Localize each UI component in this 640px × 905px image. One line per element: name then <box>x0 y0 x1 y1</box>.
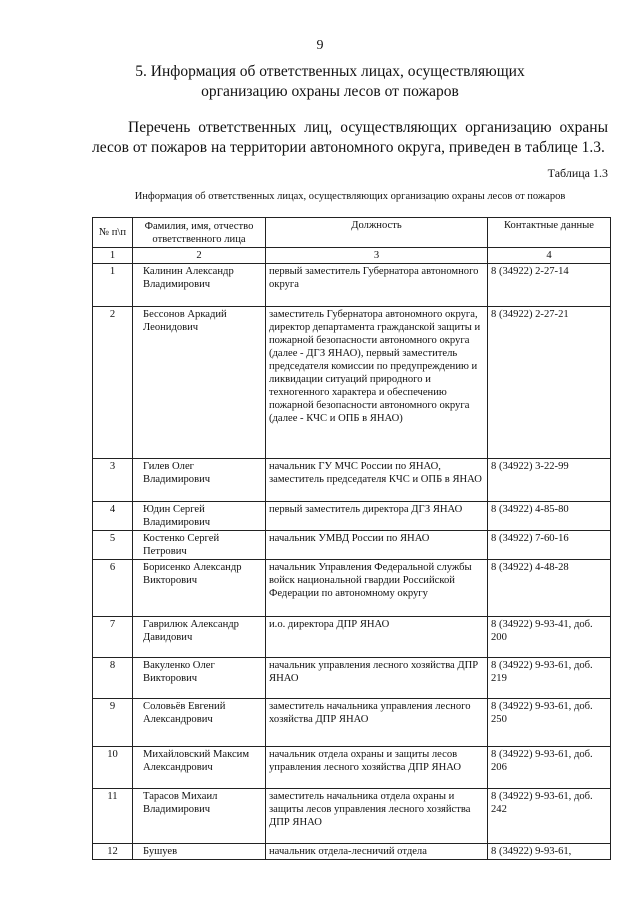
person-name: Гаврилюк Александр Давидович <box>133 617 266 658</box>
table-row <box>93 459 611 502</box>
table-row <box>93 658 611 699</box>
row-number: 3 <box>93 459 133 502</box>
section-title: 5. Информация об ответственных лицах, осуществляющих организацию охраны лесов от пожаров <box>135 63 525 100</box>
person-name: Бушуев <box>133 844 266 860</box>
person-position: заместитель начальника отдела охраны и защиты лесов управления лесного хозяйства ДПР ЯНАО <box>266 789 488 844</box>
table-row <box>93 789 611 844</box>
column-number-4: 4 <box>488 248 611 264</box>
person-position: начальник ГУ МЧС России по ЯНАО, заместитель председателя КЧС и ОПБ в ЯНАО <box>266 459 488 502</box>
person-contact: 8 (34922) 9-93-61, <box>488 844 611 860</box>
table-row <box>93 617 611 658</box>
row-number: 6 <box>93 560 133 617</box>
person-name: Михайловский Максим Александрович <box>133 747 266 789</box>
person-position: начальник управления лесного хозяйства ДПР ЯНАО <box>266 658 488 699</box>
intro-paragraph: Перечень ответственных лиц, осуществляющих организацию охраны лесов от пожаров на территории автономного округа, приведен в таблице 1.3. <box>92 119 608 156</box>
person-name: Бессонов Аркадий Леонидович <box>133 307 266 459</box>
person-position: первый заместитель Губернатора автономного округа <box>266 264 488 307</box>
person-contact: 8 (34922) 9-93-61, доб. 242 <box>488 789 611 844</box>
person-position: начальник Управления Федеральной службы войск национальной гвардии Российской Федерации по автономному округу <box>266 560 488 617</box>
person-contact: 8 (34922) 4-85-80 <box>488 502 611 531</box>
person-contact: 8 (34922) 2-27-14 <box>488 264 611 307</box>
row-number: 1 <box>93 264 133 307</box>
person-name: Борисенко Александр Викторович <box>133 560 266 617</box>
person-name: Калинин Александр Владимирович <box>133 264 266 307</box>
table-row <box>93 747 611 789</box>
person-contact: 8 (34922) 9-93-61, доб. 219 <box>488 658 611 699</box>
person-position: начальник отдела охраны и защиты лесов управления лесного хозяйства ДПР ЯНАО <box>266 747 488 789</box>
row-number: 8 <box>93 658 133 699</box>
table-row <box>93 699 611 747</box>
table-caption: Информация об ответственных лицах, осуществляющих организацию охраны лесов от пожаров <box>134 191 566 202</box>
column-number-1: 1 <box>93 248 133 264</box>
person-name: Гилев Олег Владимирович <box>133 459 266 502</box>
page-number: 9 <box>316 38 324 53</box>
person-contact: 8 (34922) 9-93-41, доб. 200 <box>488 617 611 658</box>
row-number: 9 <box>93 699 133 747</box>
person-contact: 8 (34922) 7-60-16 <box>488 531 611 560</box>
header-contact: Контактные данные <box>488 218 611 248</box>
person-contact: 8 (34922) 9-93-61, доб. 206 <box>488 747 611 789</box>
person-name: Соловьёв Евгений Александрович <box>133 699 266 747</box>
person-contact: 8 (34922) 3-22-99 <box>488 459 611 502</box>
person-contact: 8 (34922) 9-93-61, доб. 250 <box>488 699 611 747</box>
row-number: 12 <box>93 844 133 860</box>
column-number-3: 3 <box>266 248 488 264</box>
row-number: 11 <box>93 789 133 844</box>
row-number: 5 <box>93 531 133 560</box>
table-row <box>93 531 611 560</box>
person-position: заместитель начальника управления лесного хозяйства ДПР ЯНАО <box>266 699 488 747</box>
person-contact: 8 (34922) 4-48-28 <box>488 560 611 617</box>
person-position: и.о. директора ДПР ЯНАО <box>266 617 488 658</box>
header-position: Должность <box>266 218 488 248</box>
table-row <box>93 560 611 617</box>
person-name: Вакуленко Олег Викторович <box>133 658 266 699</box>
person-name: Тарасов Михаил Владимирович <box>133 789 266 844</box>
table-row <box>93 264 611 307</box>
person-position: начальник отдела-лесничий отдела <box>266 844 488 860</box>
row-number: 4 <box>93 502 133 531</box>
header-name: Фамилия, имя, отчество ответственного лица <box>133 218 266 248</box>
responsible-persons-table <box>92 217 611 860</box>
person-position: первый заместитель директора ДГЗ ЯНАО <box>266 502 488 531</box>
table-row <box>93 307 611 459</box>
person-position: заместитель Губернатора автономного округа, директор департамента гражданской защиты и пожарной безопасности автономного округа (далее - ДГЗ ЯНАО), первый заместитель председателя комиссии по предупреждению и ликвидации ситуаций природного и техногенного характера и обеспечению пожарной безопасности автономного округа (далее - КЧС и ОПБ в ЯНАО) <box>266 307 488 459</box>
person-position: начальник УМВД России по ЯНАО <box>266 531 488 560</box>
person-name: Юдин Сергей Владимирович <box>133 502 266 531</box>
header-number: № п\п <box>93 218 133 248</box>
row-number: 7 <box>93 617 133 658</box>
table-row <box>93 502 611 531</box>
table-row <box>93 844 611 860</box>
person-contact: 8 (34922) 2-27-21 <box>488 307 611 459</box>
table-label: Таблица 1.3 <box>547 166 608 180</box>
row-number: 2 <box>93 307 133 459</box>
column-number-2: 2 <box>133 248 266 264</box>
row-number: 10 <box>93 747 133 789</box>
person-name: Костенко Сергей Петрович <box>133 531 266 560</box>
